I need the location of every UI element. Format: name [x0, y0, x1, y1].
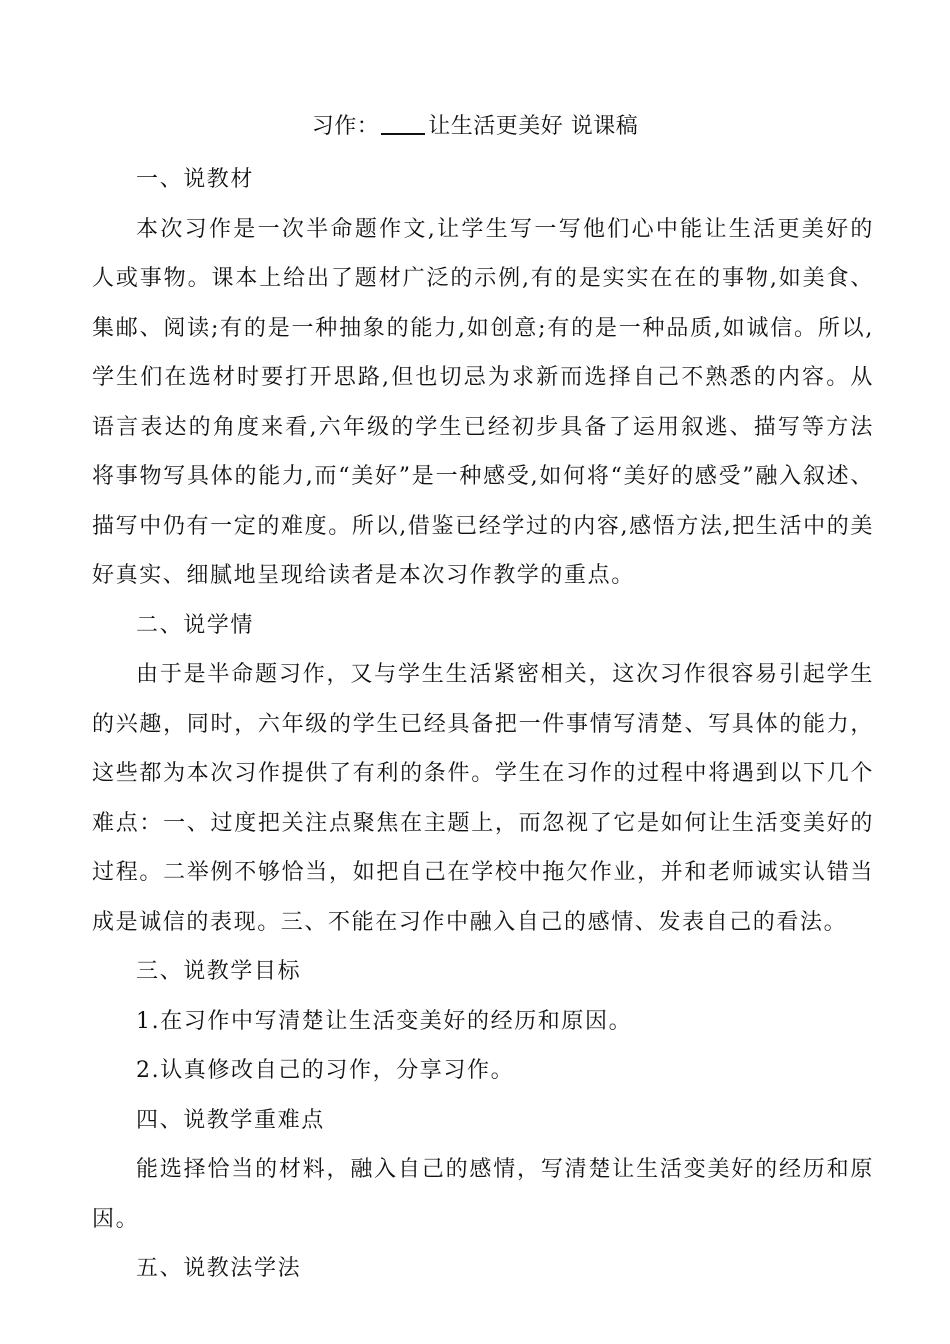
- paragraph-learners: 由于是半命题习作，又与学生生活紧密相关，这次习作很容易引起学生的兴趣，同时，六年级的学生已经具备把一件事情写清楚、写具体的能力，这些都为本次习作提供了有利的条件。学生在习作的过程中将遇到以下几个难点：一、过度把关注点聚焦在主题上，而忽视了它是如何让生活变美好的过程。二举例不够恰当，如把自己在学校中拖欠作业，并和老师诚实认错当成是诚信的表现。三、不能在习作中融入自己的感情、发表自己的看法。: [92, 662, 874, 935]
- section-heading-key-points: 四、说教学重难点: [136, 1107, 325, 1133]
- goal-item-2: 2.认真修改自己的习作，分享习作。: [136, 1058, 515, 1083]
- document-body: [92, 155, 874, 1294]
- title-blank-line: [381, 111, 425, 135]
- paragraph-key-points: 能选择恰当的材料，融入自己的感情，写清楚让生活变美好的经历和原因。: [92, 1157, 874, 1232]
- title-prefix: 习作：: [311, 114, 380, 139]
- goal-item-1: 1.在习作中写清楚让生活变美好的经历和原因。: [136, 1008, 633, 1034]
- paragraph-textbook: 本次习作是一次半命题作文,让学生写一写他们心中能让生活更美好的人或事物。课本上给出了题材广泛的示例,有的是实实在在的事物,如美食、集邮、阅读;有的是一种抽象的能力,如创意;有的是一种品质,如诚信。所以,学生们在选材时要打开思路,但也切忌为求新而选择自己不熟悉的内容。从语言表达的角度来看,六年级的学生已经初步具备了运用叙逃、描写等方法将事物写具体的能力,而“美好”是一种感受,如何将“美好的感受”融入叙述、描写中仍有一定的难度。所以,借鉴已经学过的内容,感悟方法,把生活中的美好真实、细腻地呈现给读者是本次习作教学的重点。: [92, 216, 874, 588]
- section-heading-textbook: 一、说教材: [136, 167, 255, 192]
- section-heading-goals: 三、说教学目标: [136, 959, 302, 984]
- document-title: [0, 110, 950, 144]
- section-heading-methods: 五、说教法学法: [136, 1256, 302, 1281]
- title-suffix: 让生活更美好 说课稿: [428, 114, 639, 139]
- section-heading-learners: 二、说学情: [136, 612, 255, 638]
